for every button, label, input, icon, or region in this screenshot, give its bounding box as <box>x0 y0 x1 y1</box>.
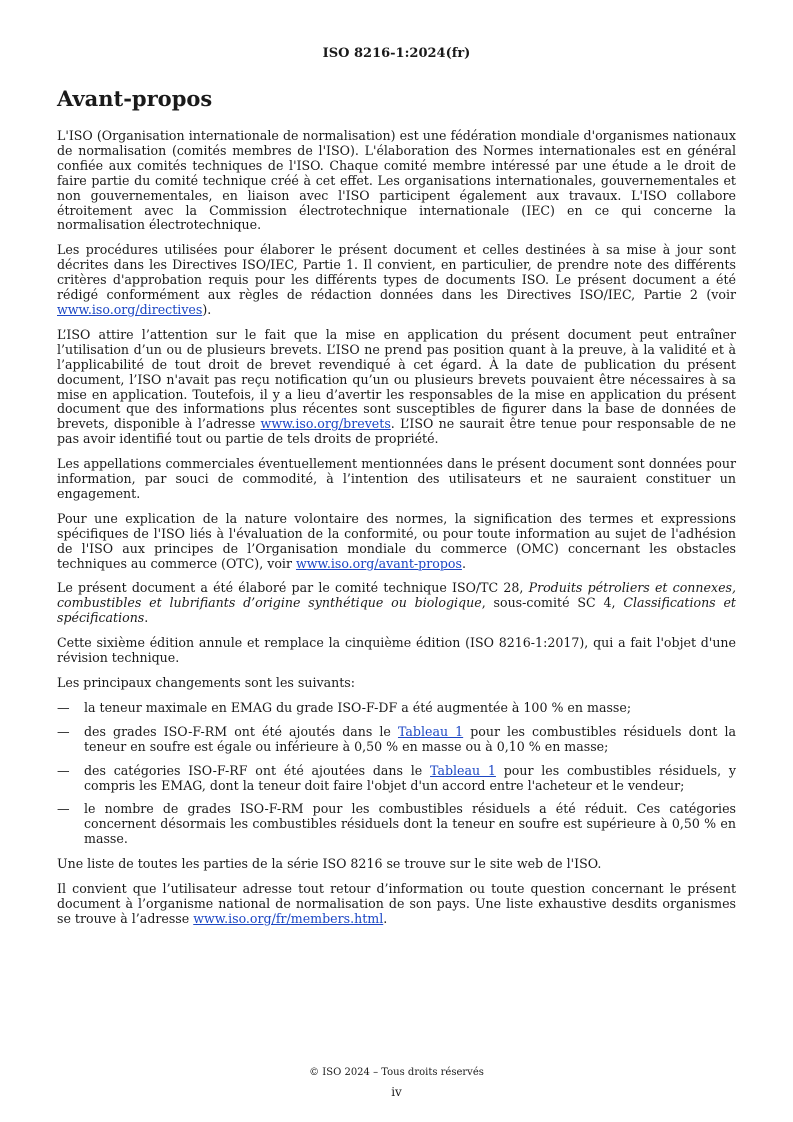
paragraph-text-tail: . L’ISO ne saurait être tenue pour responsable de ne pas avoir identifié tout ou partie de tels droits de propriété. <box>57 416 736 447</box>
members-link[interactable]: www.iso.org/fr/members.html <box>193 910 384 926</box>
changes-list <box>57 701 736 847</box>
document-id-header: ISO 8216-1:2024(fr) <box>322 46 471 61</box>
list-item-text-tail: pour les combustibles résiduels dont la teneur en soufre est égale ou inférieure à 0,50 % en masse ou à 0,10 % en masse; <box>84 723 736 754</box>
paragraph-trade-names: Les appellations commerciales éventuellement mentionnées dans le présent document sont données pour information, par souci de commodité, à l’intention des utilisateurs et ne sauraient constituer un engagement. <box>57 456 736 501</box>
foreword-link[interactable]: www.iso.org/avant-propos <box>295 555 462 571</box>
paragraph-text-tail: ). <box>202 301 212 317</box>
paragraph-patents <box>57 328 736 447</box>
table-1-link[interactable]: Tableau 1 <box>397 723 464 739</box>
copyright-footer: © ISO 2024 – Tous droits réservés <box>309 1067 484 1078</box>
committee-title: Produits pétroliers et connexes, combustibles et lubrifiants d’origine synthétique ou biologique <box>57 580 736 611</box>
paragraph-procedures <box>57 243 736 318</box>
list-item-text: des grades ISO-F-RM ont été ajoutés dans le <box>84 723 398 739</box>
list-item: — la teneur maximale en EMAG du grade ISO-F-DF a été augmentée à 100 % en masse; <box>57 701 736 716</box>
list-item-text: des catégories ISO-F-RF ont été ajoutées dans le <box>84 762 431 778</box>
paragraph-text-mid: , sous-comité SC 4, <box>481 595 624 611</box>
page-number: iv <box>391 1085 402 1099</box>
paragraph-text: Le présent document a été élaboré par le comité technique ISO/TC 28, <box>57 580 529 596</box>
paragraph-text: Les procédures utilisées pour élaborer le présent document et celles destinées à sa mise à jour sont décrites dans les Directives ISO/IEC, Partie 1. Il convient, en particulier, de prendre note des différents critères d'approbation requis pour les différents types de documents ISO. Le présent document a été rédigé conformément aux règles de rédaction données dans les Directives ISO/IEC, Partie 2 (voir <box>57 242 736 303</box>
paragraph-text: L’ISO attire l’attention sur le fait que la mise en application du présent document peut entraîner l’utilisation d’un ou de plusieurs brevets. L’ISO ne prend pas position quant à la preuve, à la validité et à l’applicabilité de tout droit de brevet revendiqué à cet égard. À la date de publication du présent document, l’ISO n'avait pas reçu notification qu’un ou plusieurs brevets pouvaient être nécessaires à sa mise en application. Toutefois, il y a lieu d’avertir les responsables de la mise en application du présent document que des informations plus récentes sont susceptibles de figurer dans la base de données de brevets, disponible à l’adresse <box>57 326 736 432</box>
paragraph-text-tail: . <box>383 910 388 926</box>
paragraph-edition: Cette sixième édition annule et remplace la cinquième édition (ISO 8216-1:2017), qui a fait l'objet d'une révision technique. <box>57 635 736 666</box>
paragraph-iso-intro: L'ISO (Organisation internationale de normalisation) est une fédération mondiale d'organismes nationaux de normalisation (comités membres de l'ISO). L'élaboration des Normes internationales est en général confiée aux comités techniques de l'ISO. Chaque comité membre intéressé par une étude a le droit de faire partie du comité technique créé à cet effet. Les organisations internationales, gouvernementales et non gouvernementales, en liaison avec l'ISO participent également aux travaux. L'ISO collabore étroitement avec la Commission électrotechnique internationale (IEC) en ce qui concerne la normalisation électrotechnique. <box>57 128 736 233</box>
paragraph-changes-intro: Les principaux changements sont les suivants: <box>57 675 355 690</box>
paragraph-feedback <box>57 882 736 927</box>
directives-link[interactable]: www.iso.org/directives <box>57 301 203 317</box>
subcommittee-title: Classifications et spécifications <box>57 595 736 626</box>
paragraph-text-tail: . <box>144 610 149 626</box>
paragraph-text: Il convient que l’utilisateur adresse tout retour d’information ou toute question concernant le présent document à l’organisme national de normalisation de son pays. Une liste exhaustive desdits organismes se trouve à l’adresse <box>57 881 736 926</box>
paragraph-voluntary-nature <box>57 512 736 572</box>
list-item <box>57 725 736 755</box>
paragraph-committee <box>57 581 736 626</box>
paragraph-text: Pour une explication de la nature volontaire des normes, la signification des termes et expressions spécifiques de l'ISO liés à l'évaluation de la conformité, ou pour toute information au sujet de l'adhésion de l'ISO aux principes de l’Organisation mondiale du commerce (OMC) concernant les obstacles techniques au commerce (OTC), voir <box>57 510 736 571</box>
paragraph-series-list: Une liste de toutes les parties de la série ISO 8216 se trouve sur le site web de l'ISO. <box>57 856 602 872</box>
page-title: Avant-propos <box>57 86 213 111</box>
table-1-link[interactable]: Tableau 1 <box>430 762 496 778</box>
list-item <box>57 764 736 794</box>
list-item-text-tail: pour les combustibles résiduels, y compris les EMAG, dont la teneur doit faire l'objet d'un accord entre l'acheteur et le vendeur; <box>84 762 737 793</box>
patents-link[interactable]: www.iso.org/brevets <box>260 416 391 432</box>
list-item: — le nombre de grades ISO-F-RM pour les combustibles résiduels a été réduit. Ces catégories concernent désormais les combustibles résiduels dont la teneur en soufre est supérieure à 0,50 % en masse. <box>57 802 736 847</box>
foreword-body <box>57 129 736 937</box>
paragraph-text-tail: . <box>461 555 466 571</box>
